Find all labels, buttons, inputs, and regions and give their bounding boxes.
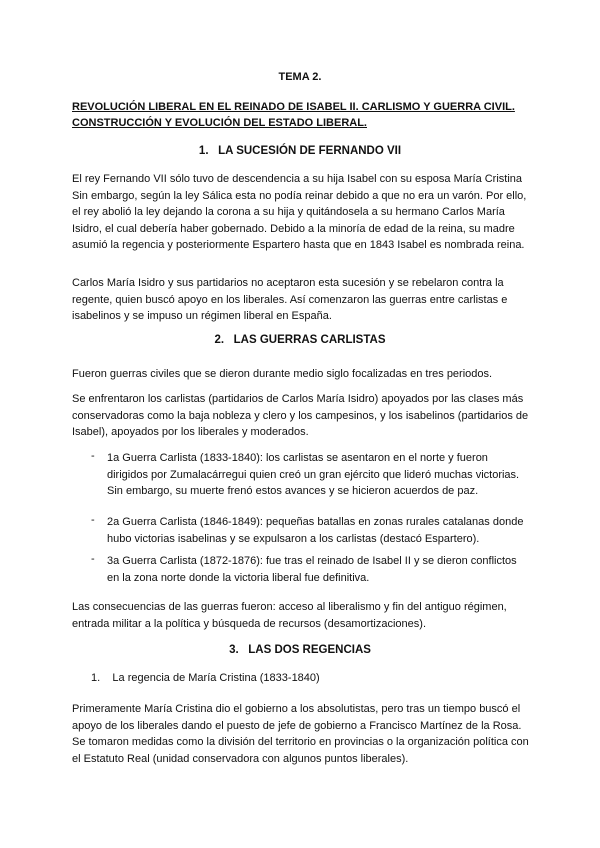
section-1-paragraph-2: Carlos María Isidro y sus partidarios no aceptaron esta sucesión y se rebelaron contra la regente, quien buscó apoyo en los liberales. Así comenzaron las guerras entre carlistas e isabelinos y se impuso un régimen liberal en España. (72, 277, 508, 322)
subsection-number: 1. (91, 672, 101, 684)
section-2-closing: Las consecuencias de las guerras fueron: acceso al liberalismo y fin del antiguo régimen, entrada militar a la política y búsqueda de recursos (desamortizaciones). (72, 601, 507, 630)
section-1-number: 1. (198, 145, 209, 157)
bullet-2: 2a Guerra Carlista (1846-1849): pequeñas batallas en zonas rurales catalanas donde hubo victorias isabelinas y se expulsaron a los carlistas (destacó Espartero). (107, 516, 524, 545)
bullet-3: 3a Guerra Carlista (1872-1876): fue tras el reinado de Isabel II y se dieron conflictos en la zona norte donde la victoria liberal fue definitiva. (107, 555, 517, 584)
bullet-dash: - (91, 450, 95, 462)
section-1-title: LA SUCESIÓN DE FERNANDO VII (218, 145, 402, 157)
section-2-paragraph-2: Se enfrentaron los carlistas (partidarios de Carlos María Isidro) apoyados por las clases más conservadoras como la baja nobleza y clero y los campesinos, y los isabelinos (partidarios de Isabel), apoyados por los liberales y moderados. (72, 393, 529, 438)
bullet-1: 1a Guerra Carlista (1833-1840): los carlistas se asentaron en el norte y fueron dirigidos por Zumalacárregui quien creó un gran ejército que lideró muchas victorias. Sin embargo, su muerte frenó estos avances y se hicieron acuerdos de paz. (107, 452, 520, 497)
subsection-title: La regencia de María Cristina (1833-1840) (112, 672, 320, 684)
main-title-line1: REVOLUCIÓN LIBERAL EN EL REINADO DE ISABEL II. CARLISMO Y GUERRA CIVIL. (72, 101, 515, 113)
section-3-paragraph-1: Primeramente María Cristina dio el gobierno a los absolutistas, pero tras un tiempo buscó el apoyo de los liberales dando el puesto de jefe de gobierno a Francisco Martínez de la Rosa. Se tomaron medidas como la división del territorio en provincias o la organización política con el Estatuto Real (unidad conservadora con algunos puntos liberales). (72, 703, 529, 765)
section-3-heading (0, 644, 600, 656)
section-2-number: 2. (214, 334, 225, 346)
main-title-line2: CONSTRUCCIÓN Y EVOLUCIÓN DEL ESTADO LIBERAL. (72, 117, 367, 129)
section-2-title: LAS GUERRAS CARLISTAS (233, 334, 386, 346)
subsection-heading (91, 672, 320, 684)
section-1-paragraph-1: El rey Fernando VII sólo tuvo de descendencia a su hija Isabel con su esposa María Cristina Sin embargo, según la ley Sálica esta no podía reinar debido a que no era un varón. Por ello, el rey abolió la ley dejando la corona a su hija y quitándosela a su hermano Carlos María Isidro, el cual debería haber gobernado. Debido a la minoría de edad de la reina, su madre asumió la regencia y posteriormente Espartero hasta que en 1843 Isabel es nombrada reina. (72, 173, 527, 251)
section-2-paragraph-1: Fueron guerras civiles que se dieron durante medio siglo focalizadas en tres periodos. (72, 368, 493, 380)
section-2-heading (0, 334, 600, 346)
section-3-number: 3. (229, 644, 239, 656)
bullet-dash: - (91, 553, 95, 565)
topic-label: TEMA 2. (278, 71, 322, 83)
section-3-title: LAS DOS REGENCIAS (248, 644, 371, 656)
bullet-dash: - (91, 514, 95, 526)
section-1-heading (0, 145, 600, 157)
